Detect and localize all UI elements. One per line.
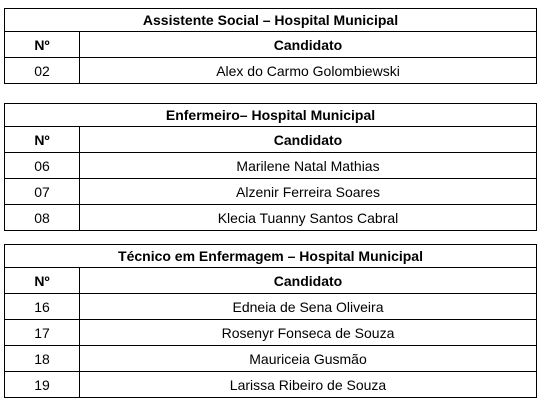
candidate-number: 17	[5, 320, 80, 346]
header-candidate: Candidato	[80, 32, 537, 58]
candidate-name: Larissa Ribeiro de Souza	[80, 372, 537, 398]
header-number: Nº	[5, 32, 80, 58]
candidate-table-tecnico-enfermagem	[4, 244, 537, 398]
candidate-number: 16	[5, 294, 80, 320]
candidate-number: 08	[5, 205, 80, 231]
header-number: Nº	[5, 268, 80, 294]
candidate-number: 06	[5, 153, 80, 179]
table-title: Técnico em Enfermagem – Hospital Municipal	[5, 245, 537, 268]
table-row	[5, 320, 537, 346]
header-candidate: Candidato	[80, 268, 537, 294]
candidate-number: 19	[5, 372, 80, 398]
candidate-name: Rosenyr Fonseca de Souza	[80, 320, 537, 346]
candidate-name: Marilene Natal Mathias	[80, 153, 537, 179]
candidate-table-enfermeiro	[4, 103, 537, 231]
candidate-name: Klecia Tuanny Santos Cabral	[80, 205, 537, 231]
table-row	[5, 372, 537, 398]
table-row	[5, 58, 537, 84]
table-header-row	[5, 127, 537, 153]
table-title-row	[5, 245, 537, 268]
candidate-number: 07	[5, 179, 80, 205]
candidate-name: Alzenir Ferreira Soares	[80, 179, 537, 205]
candidate-name: Mauriceia Gusmão	[80, 346, 537, 372]
table-row	[5, 294, 537, 320]
table-header-row	[5, 32, 537, 58]
table-row	[5, 205, 537, 231]
candidate-table-assistente-social	[4, 8, 537, 84]
header-number: Nº	[5, 127, 80, 153]
header-candidate: Candidato	[80, 127, 537, 153]
table-title: Assistente Social – Hospital Municipal	[5, 9, 537, 32]
table-title-row	[5, 9, 537, 32]
table-title-row	[5, 104, 537, 127]
table-row	[5, 346, 537, 372]
candidate-number: 18	[5, 346, 80, 372]
table-row	[5, 153, 537, 179]
table-header-row	[5, 268, 537, 294]
candidate-name: Alex do Carmo Golombiewski	[80, 58, 537, 84]
candidate-number: 02	[5, 58, 80, 84]
table-title: Enfermeiro– Hospital Municipal	[5, 104, 537, 127]
candidate-name: Edneia de Sena Oliveira	[80, 294, 537, 320]
table-row	[5, 179, 537, 205]
